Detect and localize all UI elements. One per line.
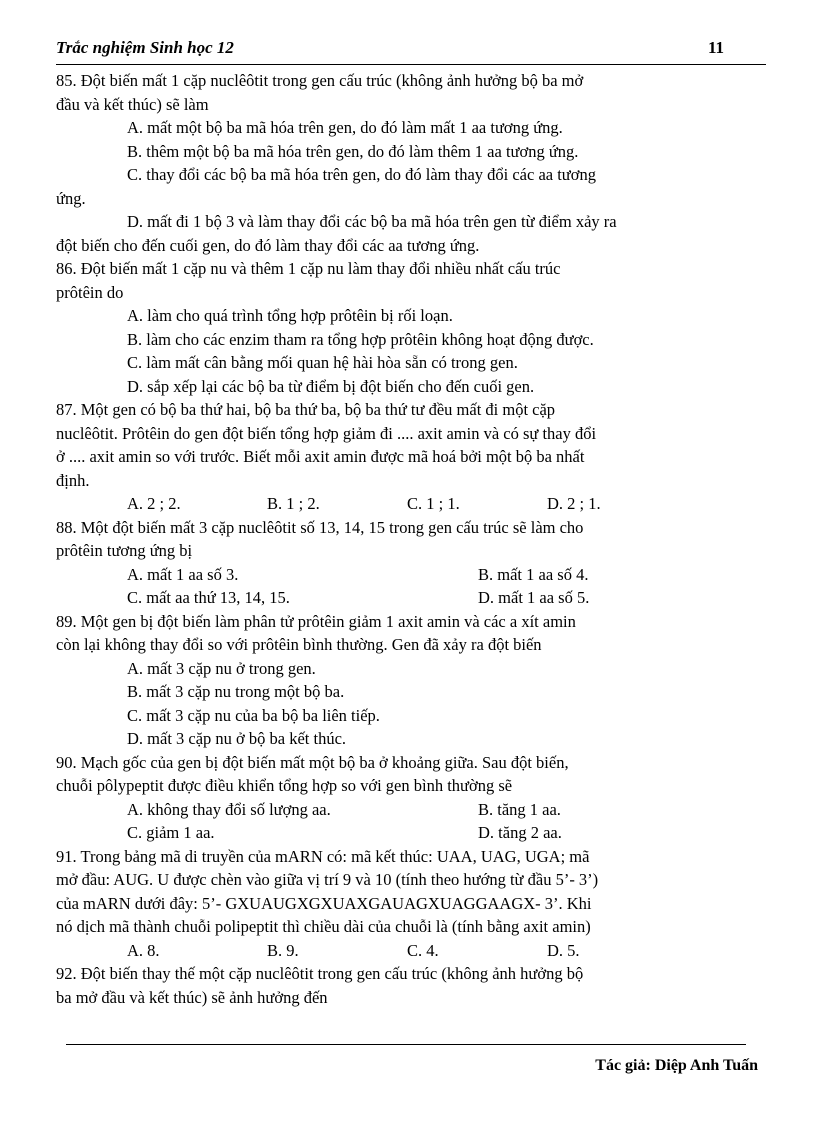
option-d: D. 2 ; 1. xyxy=(547,494,601,513)
option-d: D. mất 1 aa số 5. xyxy=(478,588,590,607)
question-90 xyxy=(56,751,762,845)
question-88 xyxy=(56,516,762,610)
question-stem: 88. Một đột biến mất 3 cặp nuclêôtit số 13, 14, 15 trong gen cấu trúc sẽ làm cho xyxy=(56,517,584,537)
question-86 xyxy=(56,257,762,398)
question-stem: còn lại không thay đổi so với prôtêin bình thường. Gen đã xảy ra đột biến xyxy=(56,635,542,654)
question-stem: ở .... axit amin so với trước. Biết mỗi axit amin được mã hoá bởi một bộ ba nhất xyxy=(56,447,585,466)
question-89 xyxy=(56,610,762,751)
option-c: C. 4. xyxy=(407,940,439,960)
option-a: A. mất 3 cặp nu ở trong gen. xyxy=(127,658,316,678)
question-stem: 89. Một gen bị đột biến làm phân tử prôtêin giảm 1 axit amin và các a xít amin xyxy=(56,611,576,631)
option-b: B. làm cho các enzim tham ra tổng hợp prôtêin không hoạt động được. xyxy=(127,329,594,349)
option-b: B. thêm một bộ ba mã hóa trên gen, do đó làm thêm 1 aa tương ứng. xyxy=(127,141,579,161)
page-header xyxy=(56,36,760,62)
question-stem: nuclêôtit. Prôtêin do gen đột biến tổng hợp giảm đi .... axit amin và có sự thay đổi xyxy=(56,423,597,443)
option-a: A. 8. xyxy=(127,940,160,960)
options-row xyxy=(56,798,762,822)
option-d: D. sắp xếp lại các bộ ba từ điểm bị đột biến cho đến cuối gen. xyxy=(127,376,535,396)
page-number: 11 xyxy=(707,38,724,57)
footer-divider xyxy=(66,1044,746,1045)
option-c: C. giảm 1 aa. xyxy=(127,823,215,842)
header-title: Trắc nghiệm Sinh học 12 xyxy=(56,38,234,57)
option-c: C. thay đổi các bộ ba mã hóa trên gen, do đó làm thay đổi các aa tương xyxy=(127,165,596,184)
question-stem: prôtêin do xyxy=(56,282,124,302)
option-d-continued: đột biến cho đến cuối gen, do đó làm thay đổi các aa tương ứng. xyxy=(56,235,480,255)
question-list xyxy=(56,69,762,1009)
options-row xyxy=(56,563,762,587)
options-row xyxy=(56,586,762,610)
option-d: D. mất 3 cặp nu ở bộ ba kết thúc. xyxy=(127,729,347,748)
option-d: D. 5. xyxy=(547,940,580,960)
question-stem: 86. Đột biến mất 1 cặp nu và thêm 1 cặp nu làm thay đổi nhiều nhất cấu trúc xyxy=(56,259,561,278)
question-stem: mở đầu: AUG. U được chèn vào giữa vị trí 9 và 10 (tính theo hướng từ đầu 5’- 3’) xyxy=(56,870,599,889)
options-row xyxy=(56,821,762,845)
footer-author: Tác giả: Diệp Anh Tuấn xyxy=(595,1057,758,1074)
option-a: A. không thay đổi số lượng aa. xyxy=(127,799,331,819)
option-b: B. 1 ; 2. xyxy=(267,494,320,513)
question-stem: 91. Trong bảng mã di truyền của mARN có: mã kết thúc: UAA, UAG, UGA; mã xyxy=(56,846,590,866)
question-stem: chuỗi pôlypeptit được điều khiển tổng hợp so với gen bình thường sẽ xyxy=(56,776,513,795)
option-b: B. mất 1 aa số 4. xyxy=(478,564,589,584)
question-stem: 87. Một gen có bộ ba thứ hai, bộ ba thứ ba, bộ ba thứ tư đều mất đi một cặp xyxy=(56,400,556,419)
option-c: C. mất aa thứ 13, 14, 15. xyxy=(127,588,290,607)
option-a: A. 2 ; 2. xyxy=(127,494,181,513)
question-87 xyxy=(56,398,762,516)
option-d: D. tăng 2 aa. xyxy=(478,823,562,842)
option-c: C. mất 3 cặp nu của ba bộ ba liên tiếp. xyxy=(127,705,380,725)
option-b: B. tăng 1 aa. xyxy=(478,799,561,819)
question-92 xyxy=(56,962,762,1009)
question-85 xyxy=(56,69,762,257)
option-c: C. làm mất cân bằng mối quan hệ hài hòa sẵn có trong gen. xyxy=(127,353,518,372)
question-stem: định. xyxy=(56,470,90,490)
option-d: D. mất đi 1 bộ 3 và làm thay đổi các bộ ba mã hóa trên gen từ điểm xảy ra xyxy=(127,212,617,231)
question-stem: của mARN dưới đây: 5’- GXUAUGXGXUAXGAUAGXUAGGAAGX- 3’. Khi xyxy=(56,893,592,913)
option-a: A. mất 1 aa số 3. xyxy=(127,564,239,584)
option-b: B. 9. xyxy=(267,940,299,960)
question-stem: nó dịch mã thành chuỗi polipeptit thì chiều dài của chuỗi là (tính bằng axit amin) xyxy=(56,917,591,936)
options-row xyxy=(56,939,762,963)
header-divider xyxy=(56,64,766,65)
question-stem: prôtêin tương ứng bị xyxy=(56,541,193,560)
option-a: A. làm cho quá trình tổng hợp prôtêin bị rối loạn. xyxy=(127,306,453,325)
options-row xyxy=(56,492,762,516)
option-a: A. mất một bộ ba mã hóa trên gen, do đó làm mất 1 aa tương ứng. xyxy=(127,118,563,137)
option-c-continued: ứng. xyxy=(56,188,86,208)
option-c: C. 1 ; 1. xyxy=(407,494,460,513)
question-stem: ba mở đầu và kết thúc) sẽ ảnh hưởng đến xyxy=(56,987,328,1007)
question-91 xyxy=(56,845,762,963)
question-stem: 92. Đột biến thay thế một cặp nuclêôtit trong gen cấu trúc (không ảnh hưởng bộ xyxy=(56,964,584,983)
question-stem: 90. Mạch gốc của gen bị đột biến mất một bộ ba ở khoảng giữa. Sau đột biến, xyxy=(56,752,569,772)
option-b: B. mất 3 cặp nu trong một bộ ba. xyxy=(127,682,345,701)
question-stem: đầu và kết thúc) sẽ làm xyxy=(56,94,209,114)
question-stem: 85. Đột biến mất 1 cặp nuclêôtit trong gen cấu trúc (không ảnh hưởng bộ ba mở xyxy=(56,71,584,90)
